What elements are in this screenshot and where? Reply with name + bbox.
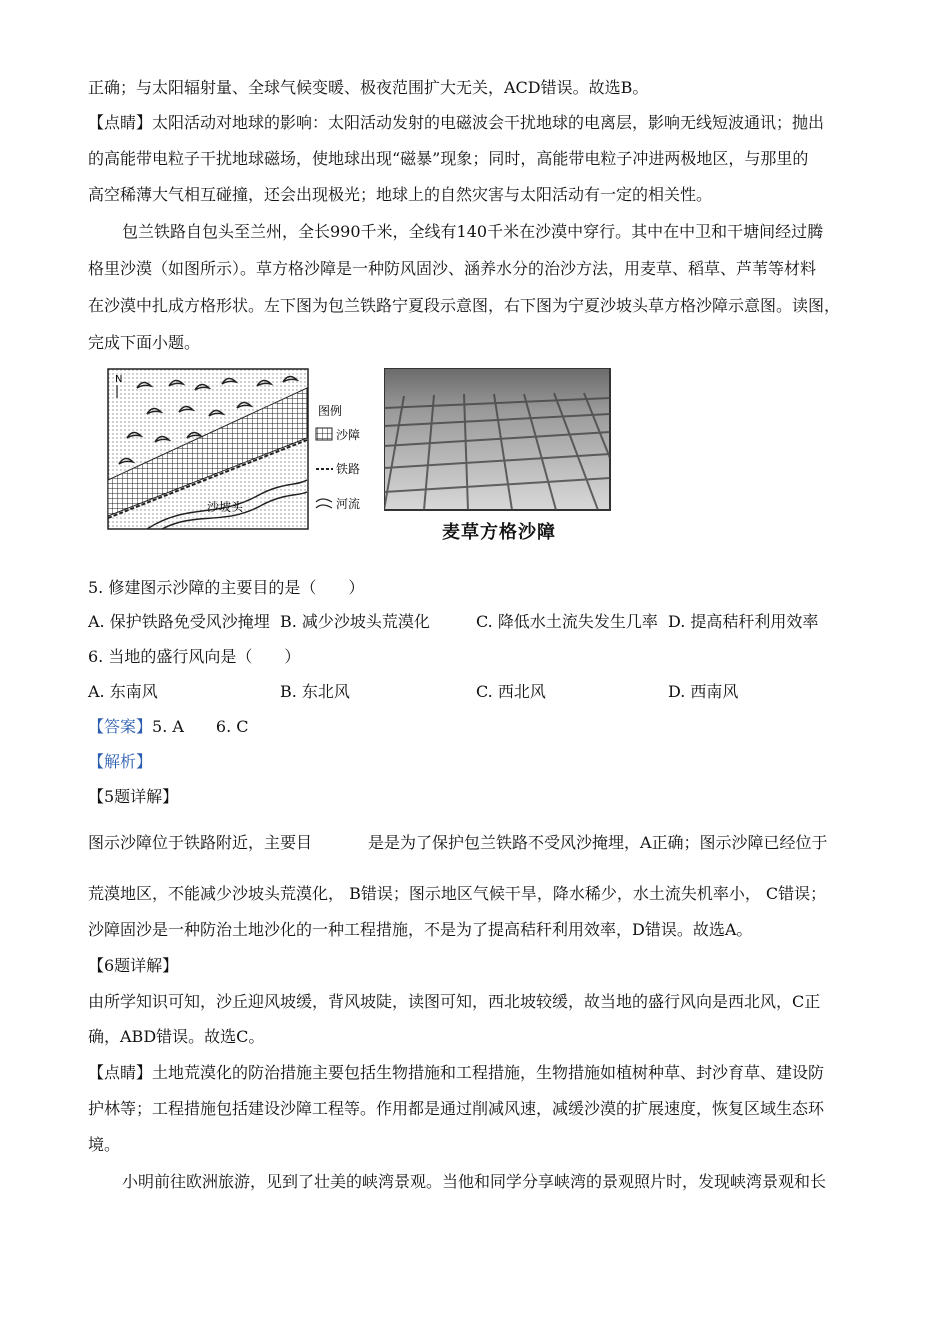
legend-river-swatch (316, 499, 332, 508)
legend-rail: 铁路 (336, 462, 361, 476)
question-5: 5. 修建图示沙障的主要目的是（ ） (88, 578, 365, 597)
legend-sand: 沙障 (336, 428, 361, 442)
detail6-line: 由所学知识可知，沙丘迎风坡缓，背风坡陡，读图可知，西北坡较缓，故当地的盛行风向是西北风，C正 (88, 992, 821, 1011)
q5-option-d: D. 提高秸秆利用效率 (668, 612, 819, 631)
place-label: 沙坡头 (207, 500, 244, 514)
material-line: 在沙漠中扎成方格形状。左下图为包兰铁路宁夏段示意图，右下图为宁夏沙坡头草方格沙障示意图。读图， (88, 296, 841, 315)
tip-line: 的高能带电粒子干扰地球磁场，使地球出现“磁暴”现象；同时，高能带电粒子冲进两极地区，与那里的 (88, 149, 809, 168)
text-line: 正确；与太阳辐射量、全球气候变暖、极夜范围扩大无关，ACD错误。故选B。 (88, 78, 649, 97)
railway-map (107, 368, 372, 530)
detail5-line: 荒漠地区，不能减少沙坡头荒漠化， B错误；图示地区气候干旱，降水稀少，水土流失机率小， C错误； (88, 884, 827, 903)
answer-text: 5. A 6. C (152, 717, 249, 736)
tip-line: 【点睛】太阳活动对地球的影响：太阳活动发射的电磁波会干扰地球的电离层，影响无线短波通讯；抛出 (88, 113, 825, 132)
q5-option-b: B. 减少沙坡头荒漠化 (280, 612, 430, 631)
legend-title: 图例 (318, 404, 343, 418)
q6-option-d: D. 西南风 (668, 682, 739, 701)
legend-sand-swatch (316, 428, 332, 440)
q6-option-b: B. 东北风 (280, 682, 350, 701)
q5-option-c: C. 降低水土流失发生几率 (476, 612, 658, 631)
tip2-line: 境。 (88, 1135, 121, 1154)
answer-label: 【答案】 (88, 717, 153, 736)
north-label: N (115, 374, 123, 385)
material-line: 完成下面小题。 (88, 333, 201, 352)
q6-option-a: A. 东南风 (88, 682, 158, 701)
detail5-line: 图示沙障位于铁路附近，主要目 (88, 833, 313, 852)
detail6-line: 确，ABD错误。故选C。 (88, 1027, 265, 1046)
next-material-line: 小明前往欧洲旅游，见到了壮美的峡湾景观。当他和同学分享峡湾的景观照片时，发现峡湾景观和长 (122, 1172, 827, 1191)
tip2-line: 【点睛】土地荒漠化的防治措施主要包括生物措施和工程措施，生物措施如植树种草、封沙育草、建设防 (88, 1063, 825, 1082)
tip2-line: 护林等；工程措施包括建设沙障工程等。作用都是通过削减风速，减缓沙漠的扩展速度，恢复区域生态环 (88, 1099, 825, 1118)
answer-line (88, 717, 249, 737)
q5-option-a: A. 保护铁路免受风沙掩埋 (88, 612, 270, 631)
analysis-label: 【解析】 (88, 752, 153, 771)
detail5-title: 【5题详解】 (88, 787, 179, 806)
tip-line: 高空稀薄大气相互碰撞，还会出现极光；地球上的自然灾害与太阳活动有一定的相关性。 (88, 185, 713, 204)
detail5-line: 沙障固沙是一种防治土地沙化的一种工程措施，不是为了提高秸秆利用效率，D错误。故选A。 (88, 920, 753, 939)
material-line: 格里沙漠（如图所示）。草方格沙障是一种防风固沙、涵养水分的治沙方法，用麦草、稻草、芦苇等材料 (88, 259, 817, 278)
material-line: 包兰铁路自包头至兰州，全长990千米，全线有140千米在沙漠中穿行。其中在中卫和干塘间经过腾 (122, 222, 824, 241)
detail6-title: 【6题详解】 (88, 956, 179, 975)
photo-caption: 麦草方格沙障 (442, 522, 556, 543)
straw-barrier-photo (384, 368, 612, 548)
q6-option-c: C. 西北风 (476, 682, 546, 701)
legend-river: 河流 (336, 497, 361, 511)
detail5-line: 是是为了保护包兰铁路不受风沙掩埋，A正确；图示沙障已经位于 (368, 833, 828, 852)
question-6: 6. 当地的盛行风向是（ ） (88, 647, 301, 666)
